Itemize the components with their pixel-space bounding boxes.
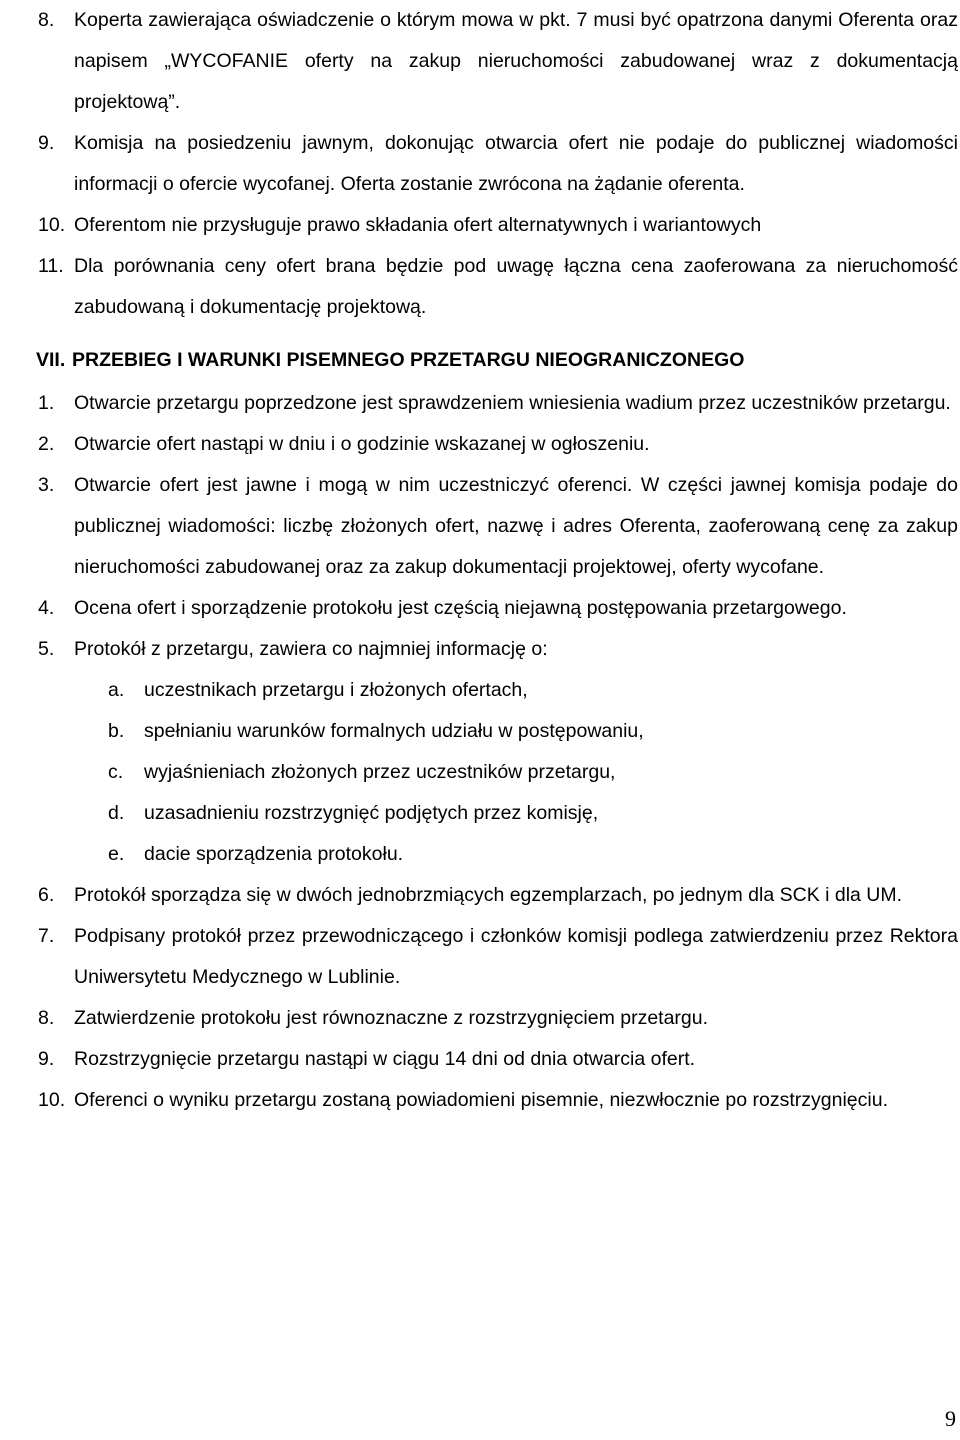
sublist-text: spełnianiu warunków formalnych udziału w postępowaniu, [144, 720, 644, 742]
item-number: 10. [38, 1089, 66, 1111]
list-item [38, 465, 958, 588]
item-text: Podpisany protokół przez przewodniczącego i członków komisji podlega zatwierdzeniu przez Rektora Uniwersytetu Medycznego w Lublinie. [74, 925, 958, 988]
item-number: 1. [38, 392, 55, 414]
sublist-item [108, 834, 958, 875]
item-number: 8. [38, 1007, 55, 1029]
document-body [38, 0, 958, 1121]
list-item [38, 588, 958, 629]
page-number: 9 [945, 1406, 956, 1431]
item-text: Komisja na posiedzeniu jawnym, dokonując otwarcia ofert nie podaje do publicznej wiadomości informacji o ofercie wycofanej. Oferta zostanie zwrócona na żądanie oferenta. [74, 132, 958, 195]
item-text: Dla porównania ceny ofert brana będzie pod uwagę łączna cena zaoferowana za nieruchomość zabudowaną i dokumentację projektową. [74, 255, 958, 318]
sublist-item [108, 793, 958, 834]
list-item [38, 629, 958, 670]
section-heading [38, 340, 958, 381]
item-number: 6. [38, 884, 55, 906]
item-text: Oferenci o wyniku przetargu zostaną powiadomieni pisemnie, niezwłocznie po rozstrzygnięciu. [74, 1089, 888, 1111]
item-number: 3. [38, 474, 55, 496]
item-number: 4. [38, 597, 55, 619]
list-item [38, 424, 958, 465]
sublist-text: uzasadnieniu rozstrzygnięć podjętych przez komisję, [144, 802, 599, 824]
sublist-text: uczestnikach przetargu i złożonych ofertach, [144, 679, 528, 701]
item-number: 7. [38, 925, 55, 947]
list-item [38, 246, 958, 328]
sublist-text: wyjaśnieniach złożonych przez uczestników przetargu, [144, 761, 616, 783]
sublist-letter: d. [108, 802, 125, 824]
item-text: Zatwierdzenie protokołu jest równoznaczne z rozstrzygnięciem przetargu. [74, 1007, 709, 1029]
item-number: 9. [38, 132, 55, 154]
item-number: 9. [38, 1048, 55, 1070]
item-text: Otwarcie ofert jest jawne i mogą w nim uczestniczyć oferenci. W części jawnej komisja podaje do publicznej wiadomości: liczbę złożonych ofert, nazwę i adres Oferenta, zaoferowaną cenę za zakup nieruchomości zabudowanej oraz za zakup dokumentacji projektowej, oferty wycofane. [74, 474, 958, 578]
sublist-letter: b. [108, 720, 125, 742]
item-number: 5. [38, 638, 55, 660]
item-text: Otwarcie ofert nastąpi w dniu i o godzinie wskazanej w ogłoszeniu. [74, 433, 650, 455]
list-item [38, 383, 958, 424]
list-item [38, 123, 958, 205]
item-number: 11. [38, 255, 64, 277]
item-text: Rozstrzygnięcie przetargu nastąpi w ciągu 14 dni od dnia otwarcia ofert. [74, 1048, 696, 1070]
sublist-item [108, 752, 958, 793]
list-item [38, 1080, 958, 1121]
sublist-letter: c. [108, 761, 124, 783]
list-item [38, 1039, 958, 1080]
item-text: Koperta zawierająca oświadczenie o którym mowa w pkt. 7 musi być opatrzona danymi Oferenta oraz napisem „WYCOFANIE oferty na zakup nieruchomości zabudowanej wraz z dokumentacją projektową”. [74, 9, 958, 113]
list-item [38, 998, 958, 1039]
list-item [38, 0, 958, 123]
list-item [38, 916, 958, 998]
item-number: 2. [38, 433, 55, 455]
list-item [38, 875, 958, 916]
list-item [38, 205, 958, 246]
sublist-item [108, 711, 958, 752]
section-title: PRZEBIEG I WARUNKI PISEMNEGO PRZETARGU NIEOGRANICZONEGO [72, 349, 745, 371]
sublist-text: dacie sporządzenia protokołu. [144, 843, 404, 865]
sublist-letter: a. [108, 679, 125, 701]
item-text: Oferentom nie przysługuje prawo składania ofert alternatywnych i wariantowych [74, 214, 762, 236]
sublist-letter: e. [108, 843, 125, 865]
item-text: Otwarcie przetargu poprzedzone jest sprawdzeniem wniesienia wadium przez uczestników przetargu. [74, 392, 951, 414]
sublist-item [108, 670, 958, 711]
item-text: Protokół z przetargu, zawiera co najmniej informację o: [74, 638, 548, 660]
item-number: 8. [38, 9, 55, 31]
item-text: Protokół sporządza się w dwóch jednobrzmiących egzemplarzach, po jednym dla SCK i dla UM. [74, 884, 903, 906]
item-number: 10. [38, 214, 66, 236]
section-number: VII. [36, 349, 66, 371]
item-text: Ocena ofert i sporządzenie protokołu jest częścią niejawną postępowania przetargowego. [74, 597, 847, 619]
